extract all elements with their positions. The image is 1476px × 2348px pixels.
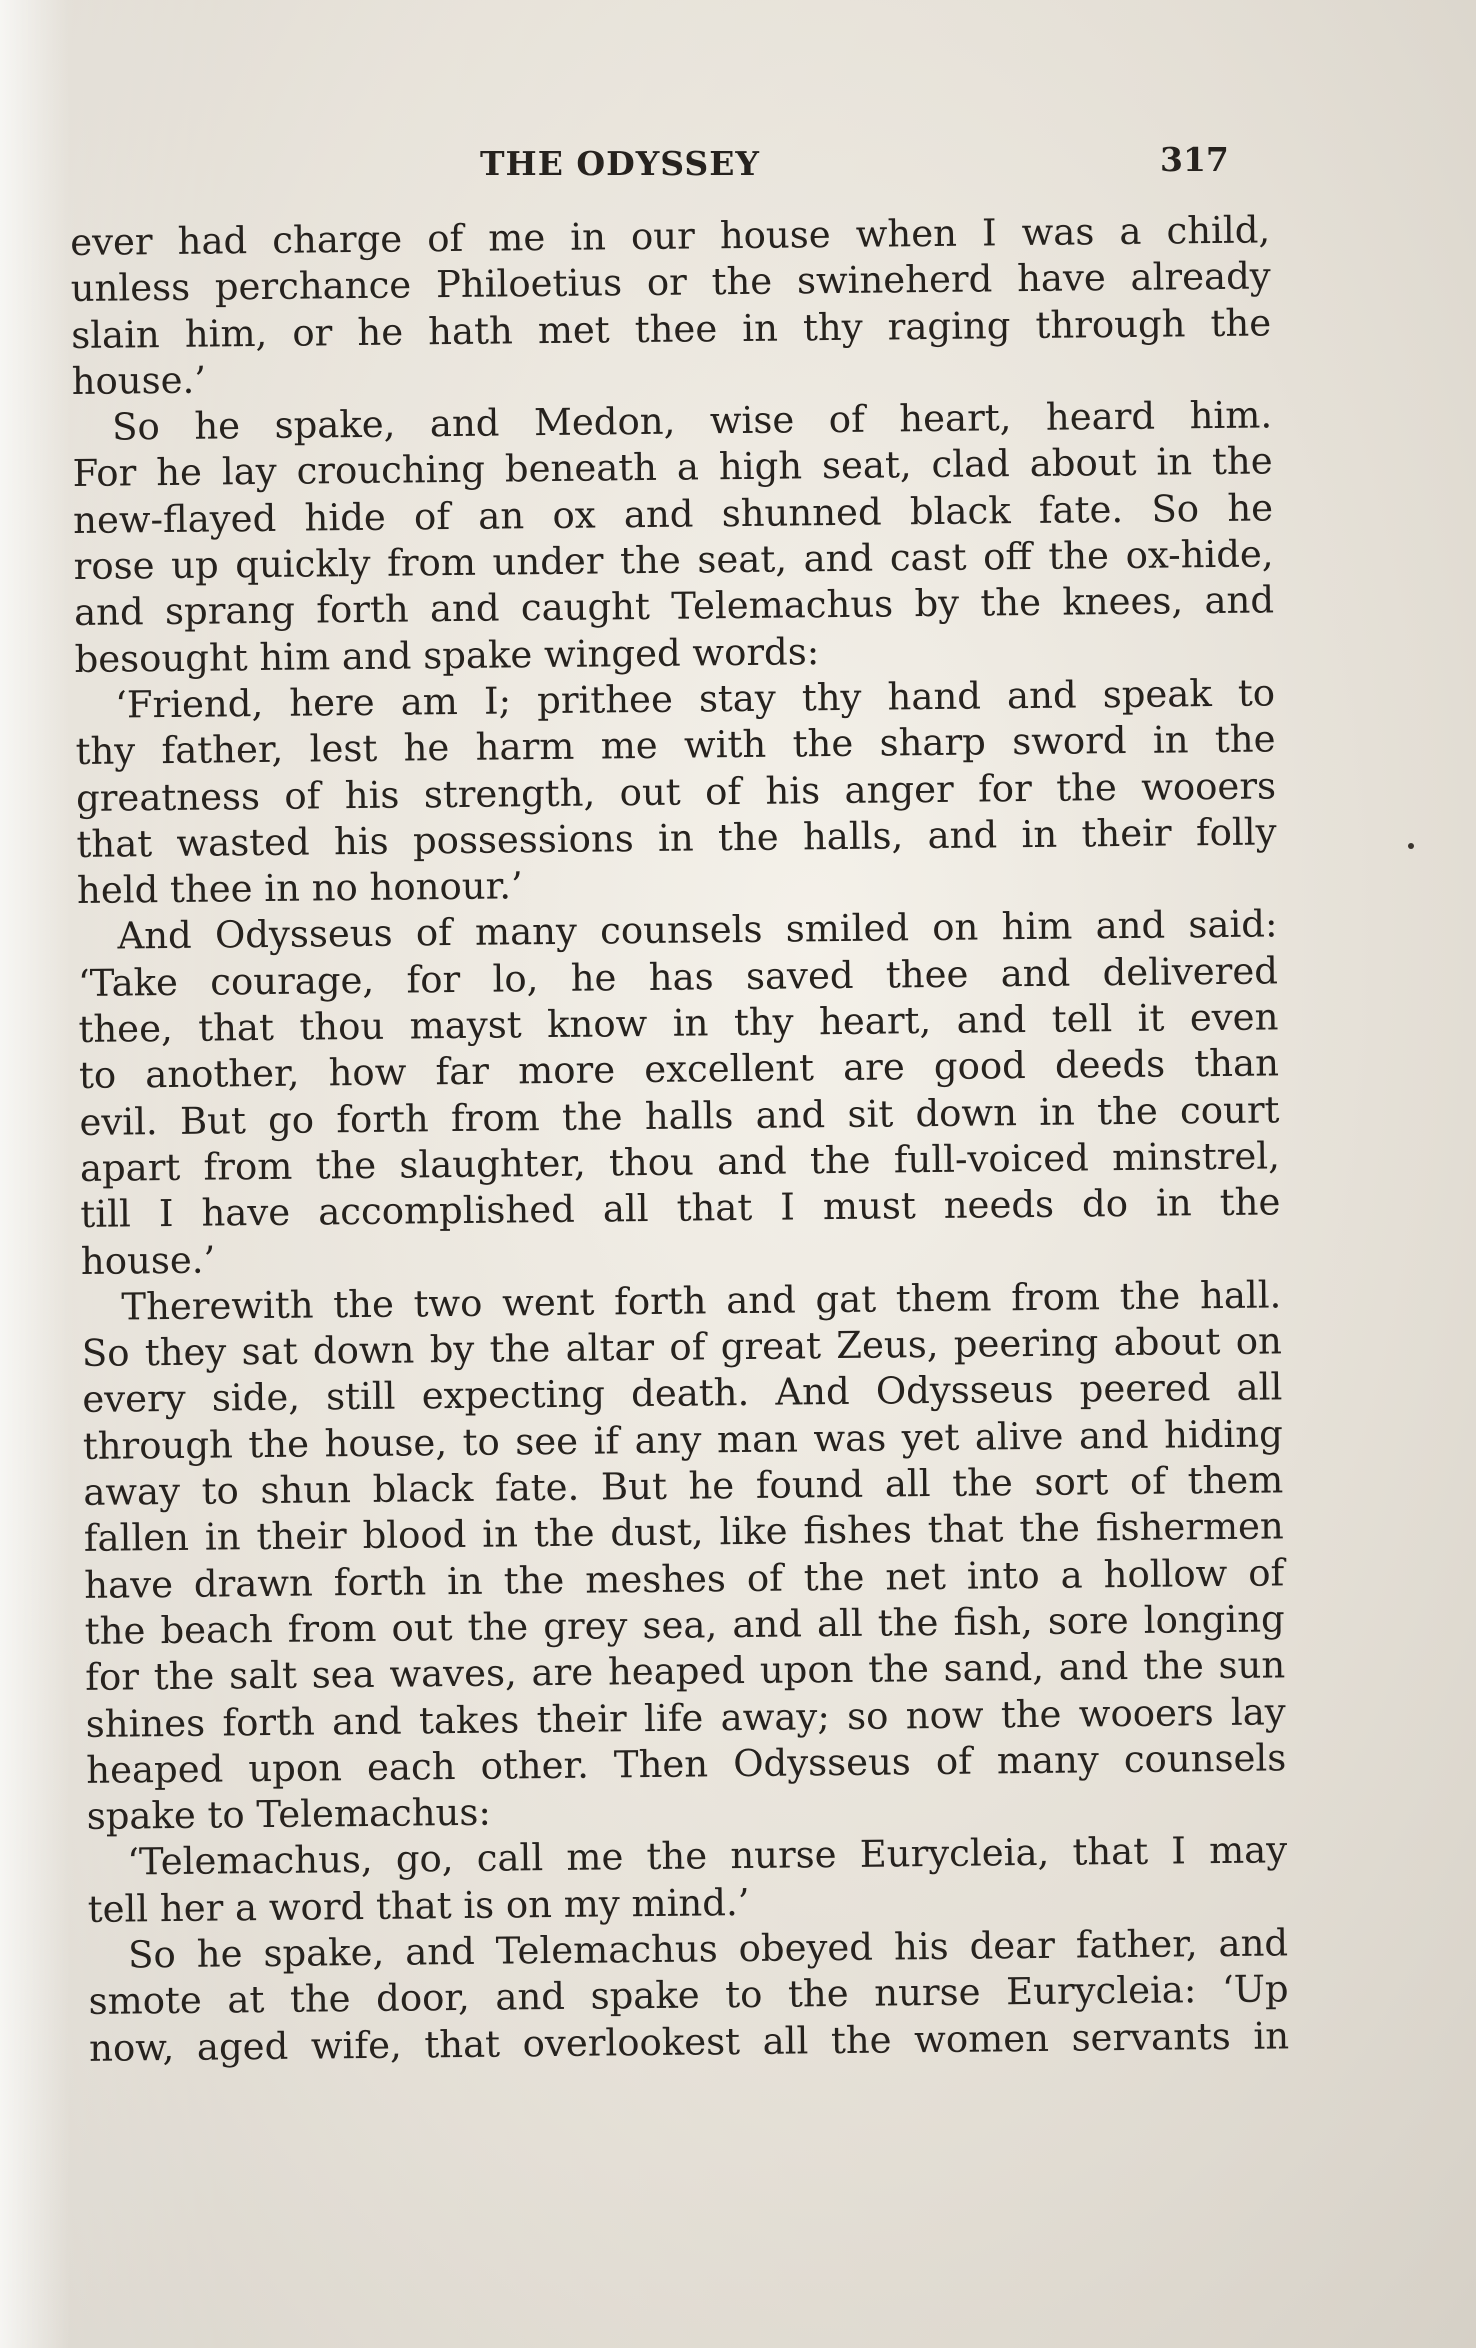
text-line: through the house, to see if any man was yet alive and hiding xyxy=(82,1412,1283,1468)
text-line: that wasted his possessions in the halls, and in their folly xyxy=(76,810,1277,866)
body-text xyxy=(70,207,1289,2071)
text-line: new-flayed hide of an ox and shunned black fate. So he xyxy=(72,486,1274,542)
text-line: ‘Telemachus, go, call me the nurse Eurycleia, that I may xyxy=(126,1828,1288,1884)
text-line: every side, still expecting death. And Odysseus peered all xyxy=(82,1365,1283,1422)
text-line: So he spake, and Medon, wise of heart, heard him. xyxy=(111,393,1273,449)
page-number: 317 xyxy=(1160,140,1229,179)
text-line: have drawn forth in the meshes of the net into a hollow of xyxy=(84,1550,1285,1607)
text-line: heaped upon each other. Then Odysseus of many counsels xyxy=(86,1736,1287,1792)
text-line: spake to Telemachus: xyxy=(86,1790,492,1839)
text-line: rose up quickly from under the seat, and cast off the ox-hide, xyxy=(73,532,1274,589)
text-line: and sprang forth and caught Telemachus by the knees, and xyxy=(73,578,1275,635)
text-line: thee, that thou mayst know in thy heart, and tell it even xyxy=(78,995,1279,1052)
text-line: And Odysseus of many counsels smiled on him and said: xyxy=(117,902,1278,958)
text-line: now, aged wife, that overlookest all the women servants in xyxy=(88,2013,1290,2070)
text-line: house.’ xyxy=(80,1238,216,1283)
text-line: ever had charge of me in our house when I was a child, xyxy=(70,208,1271,264)
text-line: slain him, or he hath met thee in thy raging through the xyxy=(70,301,1272,357)
text-line: fallen in their blood in the dust, like fishes that the fishermen xyxy=(83,1504,1284,1561)
text-line: smote at the door, and spake to the nurse Eurycleia: ‘Up xyxy=(88,1967,1289,2024)
text-line: ‘Friend, here am I; prithee stay thy hand and speak to xyxy=(114,671,1276,727)
text-line: the beach from out the grey sea, and all the fish, sore longing xyxy=(84,1597,1285,1653)
text-line: away to shun black fate. But he found all the sort of them xyxy=(83,1458,1284,1514)
text-line: unless perchance Philoetius or the swineherd have already xyxy=(70,254,1271,311)
text-line: evil. But go forth from the halls and sit down in the court xyxy=(79,1088,1280,1144)
text-line: apart from the slaughter, thou and the full-voiced minstrel, xyxy=(79,1134,1281,1190)
spine-shadow xyxy=(0,0,70,2348)
text-line: shines forth and takes their life away; so now the wooers lay xyxy=(85,1689,1286,1746)
text-line: greatness of his strength, out of his anger for the wooers xyxy=(75,763,1277,820)
text-line: for the salt sea waves, are heaped upon the sand, and the sun xyxy=(85,1643,1286,1700)
text-line: besought him and spake winged words: xyxy=(74,629,820,681)
text-line: to another, how far more excellent are good deeds than xyxy=(78,1041,1280,1098)
text-line: thy father, lest he harm me with the sharp sword in the xyxy=(75,717,1276,774)
text-line: For he lay crouching beneath a high seat, clad about in the xyxy=(72,439,1273,496)
text-line: Therewith the two went forth and gat them from the hall. xyxy=(121,1273,1282,1329)
text-line: till I have accomplished all that I must needs do in the xyxy=(80,1180,1281,1237)
text-line: So they sat down by the altar of great Zeus, peering about on xyxy=(81,1319,1283,1376)
running-title: THE ODYSSEY xyxy=(480,144,760,183)
text-line: house.’ xyxy=(71,358,207,403)
text-line: ‘Take courage, for lo, he has saved thee and delivered xyxy=(77,949,1279,1005)
text-line: tell her a word that is on my mind.’ xyxy=(87,1880,750,1931)
text-line: So he spake, and Telemachus obeyed his dear father, and xyxy=(127,1921,1289,1977)
paper-speck xyxy=(1408,843,1414,849)
text-line: held thee in no honour.’ xyxy=(76,864,523,913)
